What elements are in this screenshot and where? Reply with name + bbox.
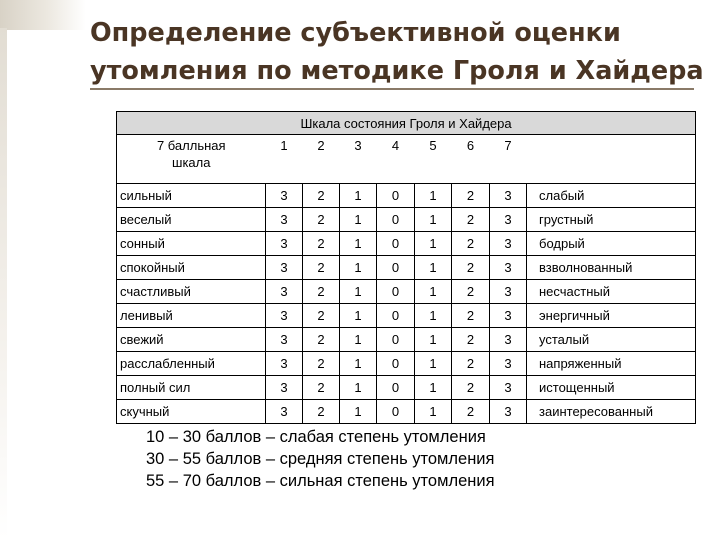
score-cell: 0	[377, 184, 415, 208]
score-cell: 3	[490, 352, 527, 376]
score-cell: 0	[377, 328, 415, 352]
note-strong: 55 – 70 баллов – сильная степень утомления	[146, 472, 495, 490]
score-cell: 0	[377, 256, 415, 280]
score-cell: 1	[415, 376, 452, 400]
scale-header	[117, 135, 266, 184]
score-cell: 1	[340, 280, 377, 304]
table-row	[117, 232, 696, 256]
point-header: 4	[377, 135, 415, 184]
table-row	[117, 400, 696, 424]
score-cell: 3	[490, 232, 527, 256]
score-cell: 2	[452, 280, 490, 304]
table-row	[117, 256, 696, 280]
left-adjective: скучный	[117, 400, 266, 424]
score-cell: 1	[340, 304, 377, 328]
score-cell: 0	[377, 232, 415, 256]
score-cell: 2	[303, 328, 340, 352]
score-cell: 2	[452, 352, 490, 376]
score-cell: 0	[377, 376, 415, 400]
score-cell: 3	[266, 280, 303, 304]
scoring-notes	[146, 426, 495, 492]
right-adjective: слабый	[527, 184, 696, 208]
score-cell: 0	[377, 304, 415, 328]
score-cell: 1	[415, 280, 452, 304]
right-adjective: усталый	[527, 328, 696, 352]
score-cell: 2	[452, 328, 490, 352]
right-adjective: энергичный	[527, 304, 696, 328]
left-adjective: расслабленный	[117, 352, 266, 376]
score-cell: 3	[266, 304, 303, 328]
score-cell: 3	[266, 328, 303, 352]
score-cell: 2	[452, 232, 490, 256]
score-cell: 3	[266, 400, 303, 424]
table-row	[117, 208, 696, 232]
score-cell: 2	[303, 280, 340, 304]
point-header: 2	[303, 135, 340, 184]
table-row	[117, 184, 696, 208]
score-cell: 2	[452, 400, 490, 424]
score-cell: 3	[490, 304, 527, 328]
fatigue-scale-table	[116, 111, 696, 424]
table-row	[117, 352, 696, 376]
score-cell: 3	[266, 376, 303, 400]
score-cell: 1	[340, 400, 377, 424]
score-cell: 3	[490, 328, 527, 352]
score-cell: 0	[377, 352, 415, 376]
point-header: 3	[340, 135, 377, 184]
score-cell: 3	[266, 208, 303, 232]
score-cell: 1	[340, 232, 377, 256]
table-row	[117, 376, 696, 400]
right-adjective: бодрый	[527, 232, 696, 256]
score-cell: 2	[303, 352, 340, 376]
score-cell: 2	[452, 184, 490, 208]
score-cell: 1	[340, 352, 377, 376]
score-cell: 2	[303, 184, 340, 208]
left-adjective: ленивый	[117, 304, 266, 328]
slide-title	[90, 14, 710, 90]
point-header: 7	[490, 135, 527, 184]
score-cell: 2	[303, 232, 340, 256]
score-cell: 1	[340, 328, 377, 352]
table-caption: Шкала состояния Гроля и Хайдера	[117, 112, 696, 135]
point-header: 5	[415, 135, 452, 184]
score-cell: 0	[377, 400, 415, 424]
table-caption-row	[117, 112, 696, 135]
score-cell: 0	[377, 280, 415, 304]
score-cell: 1	[415, 328, 452, 352]
score-cell: 2	[303, 400, 340, 424]
left-adjective: спокойный	[117, 256, 266, 280]
right-adjective: грустный	[527, 208, 696, 232]
score-cell: 3	[266, 352, 303, 376]
score-cell: 2	[452, 304, 490, 328]
score-cell: 3	[490, 184, 527, 208]
left-adjective: полный сил	[117, 376, 266, 400]
score-cell: 1	[415, 208, 452, 232]
left-adjective: сонный	[117, 232, 266, 256]
score-cell: 1	[340, 208, 377, 232]
score-cell: 3	[266, 232, 303, 256]
score-cell: 1	[415, 400, 452, 424]
score-cell: 3	[266, 256, 303, 280]
table-row	[117, 304, 696, 328]
blank-header	[527, 135, 696, 184]
slide-title-line-1: Определение субъективной оценки	[90, 18, 621, 48]
score-cell: 2	[303, 208, 340, 232]
score-cell: 3	[490, 400, 527, 424]
score-cell: 3	[490, 280, 527, 304]
right-adjective: напряженный	[527, 352, 696, 376]
point-header: 1	[266, 135, 303, 184]
score-cell: 1	[415, 256, 452, 280]
note-weak: 10 – 30 баллов – слабая степень утомления	[146, 428, 486, 446]
score-cell: 2	[452, 256, 490, 280]
slide-left-band	[0, 28, 7, 540]
score-cell: 3	[266, 184, 303, 208]
score-cell: 3	[490, 376, 527, 400]
table-header-row	[117, 135, 696, 184]
score-cell: 2	[303, 256, 340, 280]
point-header: 6	[452, 135, 490, 184]
left-adjective: счастливый	[117, 280, 266, 304]
score-cell: 1	[415, 232, 452, 256]
note-medium: 30 – 55 баллов – средняя степень утомления	[146, 450, 495, 468]
score-cell: 1	[340, 376, 377, 400]
left-adjective: сильный	[117, 184, 266, 208]
score-cell: 2	[452, 376, 490, 400]
score-cell: 2	[303, 304, 340, 328]
score-cell: 3	[490, 208, 527, 232]
table-row	[117, 328, 696, 352]
score-cell: 2	[452, 208, 490, 232]
scale-header-line-2: шкала	[172, 155, 211, 170]
score-cell: 1	[415, 304, 452, 328]
score-cell: 1	[340, 256, 377, 280]
right-adjective: истощенный	[527, 376, 696, 400]
score-cell: 1	[415, 184, 452, 208]
score-cell: 3	[490, 256, 527, 280]
score-cell: 1	[415, 352, 452, 376]
left-adjective: веселый	[117, 208, 266, 232]
right-adjective: взволнованный	[527, 256, 696, 280]
score-cell: 0	[377, 208, 415, 232]
title-underline	[90, 88, 694, 90]
right-adjective: несчастный	[527, 280, 696, 304]
table-row	[117, 280, 696, 304]
right-adjective: заинтересованный	[527, 400, 696, 424]
slide-title-line-2: утомления по методике Гроля и Хайдера	[90, 56, 704, 86]
scale-header-line-1: 7 балльная	[156, 138, 226, 153]
score-cell: 1	[340, 184, 377, 208]
score-cell: 2	[303, 376, 340, 400]
left-adjective: свежий	[117, 328, 266, 352]
slide-corner-decoration	[0, 0, 86, 30]
